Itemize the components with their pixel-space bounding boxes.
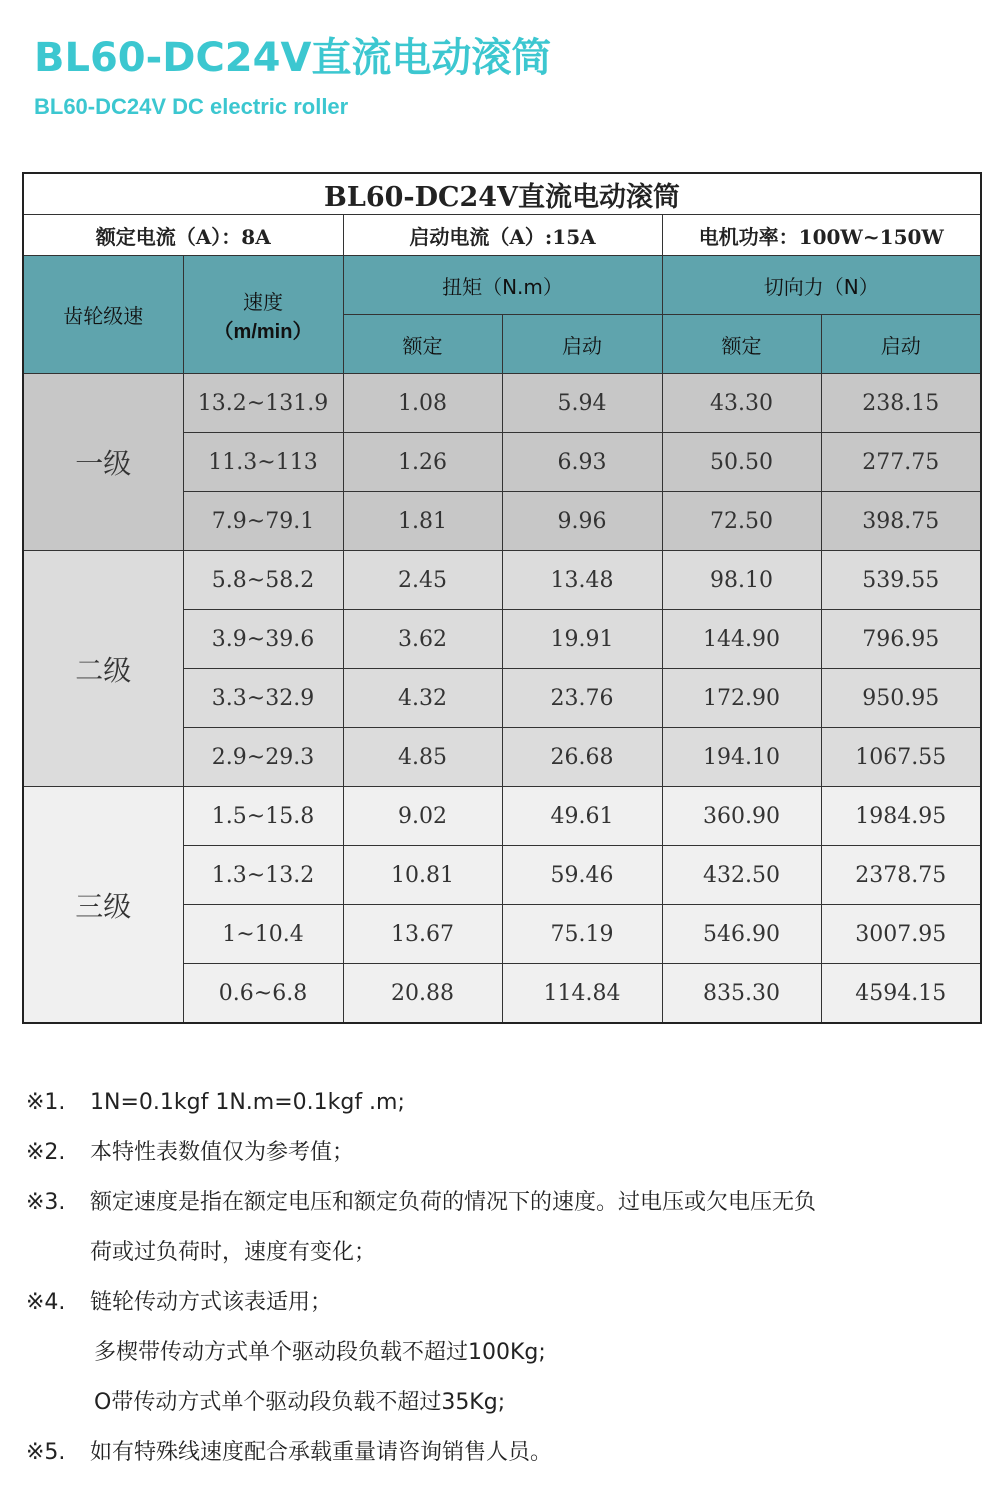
cell-force-rated: 98.10 [662, 551, 821, 610]
cell-torque-rated: 1.81 [343, 492, 502, 551]
page-subtitle: BL60-DC24V DC electric roller [34, 94, 349, 119]
cell-speed: 0.6~6.8 [183, 964, 343, 1024]
notes-list [26, 1078, 976, 1478]
cell-speed: 3.3~32.9 [183, 669, 343, 728]
cell-force-start: 950.95 [821, 669, 981, 728]
cell-force-rated: 360.90 [662, 787, 821, 846]
cell-speed: 13.2~131.9 [183, 374, 343, 433]
cell-force-start: 238.15 [821, 374, 981, 433]
header-force: 切向力（N） [662, 256, 981, 315]
header-speed [183, 256, 343, 374]
note-item [26, 1128, 976, 1178]
cell-torque-start: 23.76 [502, 669, 662, 728]
note-item [26, 1178, 976, 1278]
cell-force-rated: 432.50 [662, 846, 821, 905]
header-speed-unit: （m/min） [213, 320, 313, 343]
cell-speed: 1.5~15.8 [183, 787, 343, 846]
cell-torque-start: 5.94 [502, 374, 662, 433]
note-text: 额定速度是指在额定电压和额定负荷的情况下的速度。过电压或欠电压无负 [90, 1190, 817, 1215]
cell-torque-start: 49.61 [502, 787, 662, 846]
table-title: BL60-DC24V直流电动滚筒 [23, 173, 981, 215]
note-number: ※3. [26, 1190, 66, 1215]
cell-torque-rated: 2.45 [343, 551, 502, 610]
note-number: ※1. [26, 1090, 66, 1115]
cell-torque-start: 9.96 [502, 492, 662, 551]
cell-force-rated: 546.90 [662, 905, 821, 964]
cell-force-start: 277.75 [821, 433, 981, 492]
cell-speed: 1.3~13.2 [183, 846, 343, 905]
cell-torque-rated: 3.62 [343, 610, 502, 669]
cell-torque-start: 19.91 [502, 610, 662, 669]
cell-force-start: 2378.75 [821, 846, 981, 905]
rated-current: 额定电流（A）：8A [23, 215, 343, 256]
cell-speed: 5.8~58.2 [183, 551, 343, 610]
gear-level-cell: 一级 [23, 374, 183, 551]
note-item [26, 1278, 976, 1428]
cell-speed: 2.9~29.3 [183, 728, 343, 787]
note-number: ※5. [26, 1440, 66, 1465]
motor-power: 电机功率：100W~150W [662, 215, 981, 256]
note-text: O带传动方式单个驱动段负载不超过35Kg; [94, 1390, 506, 1415]
cell-force-rated: 72.50 [662, 492, 821, 551]
header-force-start: 启动 [821, 315, 981, 374]
header-force-rated: 额定 [662, 315, 821, 374]
gear-level-cell: 三级 [23, 787, 183, 1024]
cell-speed: 3.9~39.6 [183, 610, 343, 669]
note-text: 链轮传动方式该表适用； [90, 1290, 333, 1315]
cell-torque-start: 75.19 [502, 905, 662, 964]
cell-speed: 1~10.4 [183, 905, 343, 964]
cell-force-start: 796.95 [821, 610, 981, 669]
cell-force-rated: 172.90 [662, 669, 821, 728]
note-text: 多楔带传动方式单个驱动段负载不超过100Kg; [94, 1340, 546, 1365]
note-item [26, 1428, 976, 1478]
cell-force-start: 539.55 [821, 551, 981, 610]
cell-torque-rated: 20.88 [343, 964, 502, 1024]
cell-force-start: 1067.55 [821, 728, 981, 787]
header-torque-start: 启动 [502, 315, 662, 374]
cell-force-start: 3007.95 [821, 905, 981, 964]
table-row [23, 787, 981, 846]
cell-speed: 7.9~79.1 [183, 492, 343, 551]
cell-force-rated: 194.10 [662, 728, 821, 787]
cell-torque-start: 13.48 [502, 551, 662, 610]
cell-force-rated: 144.90 [662, 610, 821, 669]
cell-torque-rated: 9.02 [343, 787, 502, 846]
cell-speed: 11.3~113 [183, 433, 343, 492]
note-text: 1N=0.1kgf 1N.m=0.1kgf .m; [90, 1090, 405, 1115]
cell-torque-rated: 4.85 [343, 728, 502, 787]
cell-force-rated: 43.30 [662, 374, 821, 433]
cell-force-rated: 835.30 [662, 964, 821, 1024]
cell-force-start: 1984.95 [821, 787, 981, 846]
note-number: ※4. [26, 1290, 66, 1315]
header-torque: 扭矩（N.m） [343, 256, 662, 315]
table-row [23, 551, 981, 610]
cell-torque-rated: 1.08 [343, 374, 502, 433]
note-text: 本特性表数值仅为参考值； [90, 1140, 355, 1165]
spec-table [22, 172, 982, 1024]
cell-torque-start: 6.93 [502, 433, 662, 492]
note-text: 如有特殊线速度配合承载重量请咨询销售人员。 [90, 1440, 553, 1465]
note-text: 荷或过负荷时，速度有变化； [90, 1240, 377, 1265]
starting-current: 启动电流（A）:15A [343, 215, 662, 256]
cell-torque-rated: 4.32 [343, 669, 502, 728]
note-number: ※2. [26, 1140, 66, 1165]
gear-level-cell: 二级 [23, 551, 183, 787]
cell-torque-rated: 13.67 [343, 905, 502, 964]
cell-torque-rated: 1.26 [343, 433, 502, 492]
page-title: BL60-DC24V直流电动滚筒 [34, 35, 552, 81]
cell-force-start: 398.75 [821, 492, 981, 551]
header-speed-label: 速度 [243, 289, 283, 314]
header-torque-rated: 额定 [343, 315, 502, 374]
note-item [26, 1078, 976, 1128]
cell-force-start: 4594.15 [821, 964, 981, 1024]
cell-torque-rated: 10.81 [343, 846, 502, 905]
cell-torque-start: 59.46 [502, 846, 662, 905]
table-row [23, 374, 981, 433]
cell-torque-start: 114.84 [502, 964, 662, 1024]
cell-force-rated: 50.50 [662, 433, 821, 492]
cell-torque-start: 26.68 [502, 728, 662, 787]
header-gear: 齿轮级速 [23, 256, 183, 374]
